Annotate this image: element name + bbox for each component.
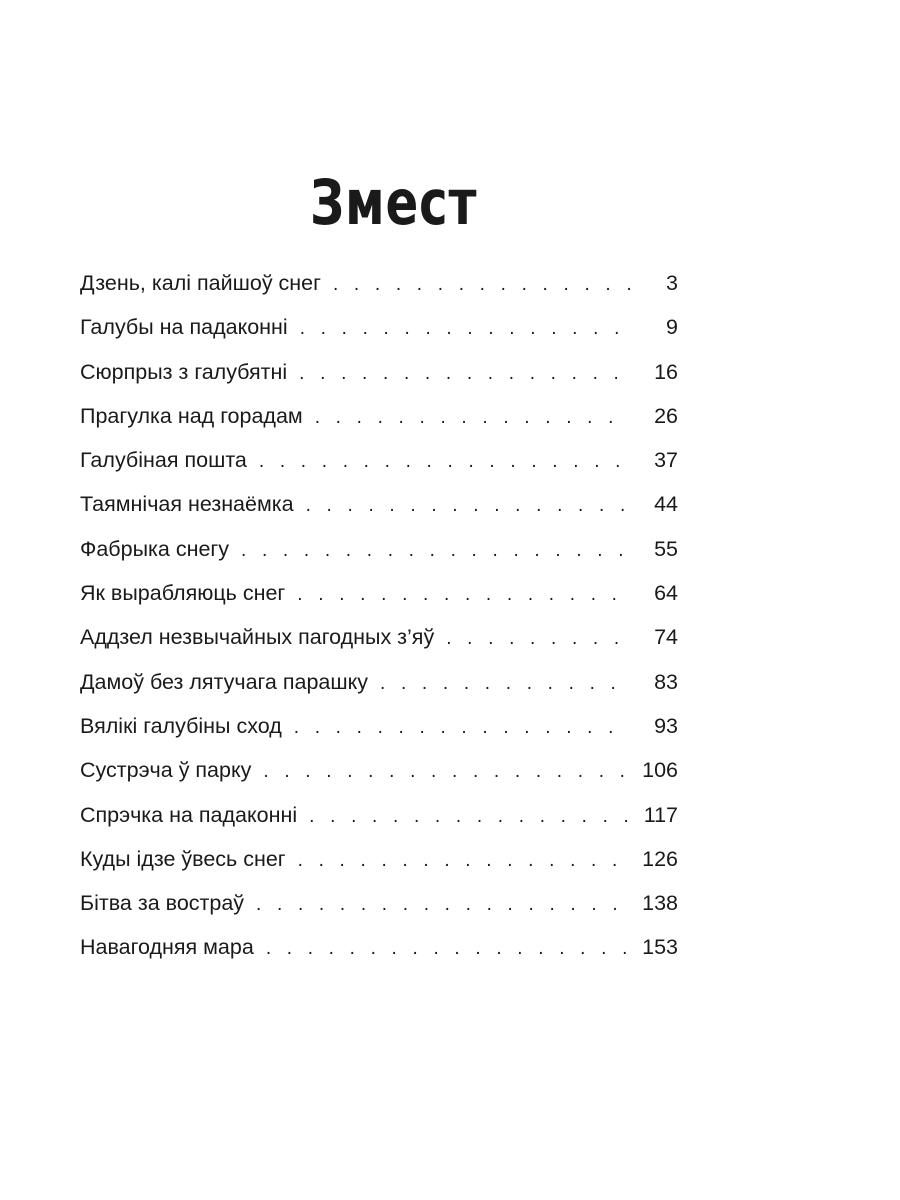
dot-leader [446,620,630,658]
dot-leader [333,266,630,304]
toc-entry-page-number: 64 [654,581,678,606]
toc-entry-page-number: 74 [654,625,678,650]
toc-entry [80,264,678,308]
dot-leader [263,753,630,791]
toc-entry-title: Сюрпрыз з галубятні [80,359,288,384]
toc-entry [80,397,678,441]
toc-entry-title: Дзень, калі пайшоў снег [80,271,321,295]
toc-entry [80,707,678,751]
dot-leader [241,532,630,570]
toc-entry-title: Навагодняя мара [80,935,254,960]
toc-entry [80,796,678,840]
toc-entry-title: Як вырабляюць снег [80,581,286,606]
toc-entry-page-number: 3 [666,271,678,295]
dot-leader [298,842,630,880]
toc-entry [80,618,678,662]
toc-entry [80,928,678,972]
toc-entry-title: Дамоў без лятучага парашку [80,669,369,694]
toc-entry-page-number: 16 [654,359,678,384]
dot-leader [256,886,630,924]
page-title: Змест [310,166,478,239]
toc-entry-page-number: 55 [654,536,678,561]
toc-entry-title: Прагулка над горадам [80,403,303,428]
toc-entry [80,884,678,928]
dot-leader [315,399,630,437]
toc-entry-title: Куды ідзе ўвесь снег [80,846,286,871]
toc-entry-page-number: 93 [654,713,678,738]
toc-entry [80,530,678,574]
dot-leader [309,798,630,836]
dot-leader [297,576,630,614]
toc-entry-title: Сустрэча ў парку [80,758,252,783]
toc-entry-page-number: 126 [642,846,678,871]
toc-entry [80,663,678,707]
toc-entry-title: Спрэчка на падаконні [80,802,298,827]
toc-entry [80,751,678,795]
toc-entry-title: Фабрыка снегу [80,536,230,561]
toc-entry [80,353,678,397]
toc-entry-page-number: 37 [654,448,678,473]
toc-entry-page-number: 138 [642,891,678,916]
dot-leader [300,310,630,348]
toc-entry-title: Галубіная пошта [80,448,247,473]
toc-entry [80,441,678,485]
toc-entry-page-number: 117 [643,802,678,827]
toc-entry-page-number: 26 [654,403,678,428]
toc-entry-title: Бітва за востраў [80,891,245,916]
toc-entry-title: Вялікі галубіны сход [80,713,282,738]
table-of-contents [80,264,678,973]
toc-entry-page-number: 106 [642,758,678,783]
toc-entry-page-number: 83 [654,669,678,694]
dot-leader [380,665,630,703]
toc-entry [80,308,678,352]
dot-leader [306,487,630,525]
toc-entry-page-number: 153 [642,935,678,960]
toc-entry-page-number: 9 [666,315,678,340]
toc-entry-title: Таямнічая незнаёмка [80,492,294,517]
toc-entry-title: Аддзел незвычайных пагодных з’яў [80,625,435,650]
dot-leader [266,930,630,968]
toc-entry [80,840,678,884]
toc-entry [80,574,678,618]
dot-leader [259,443,630,481]
dot-leader [299,355,630,393]
toc-entry [80,485,678,529]
toc-entry-title: Галубы на падаконні [80,315,288,340]
dot-leader [294,709,630,747]
toc-entry-page-number: 44 [654,492,678,517]
